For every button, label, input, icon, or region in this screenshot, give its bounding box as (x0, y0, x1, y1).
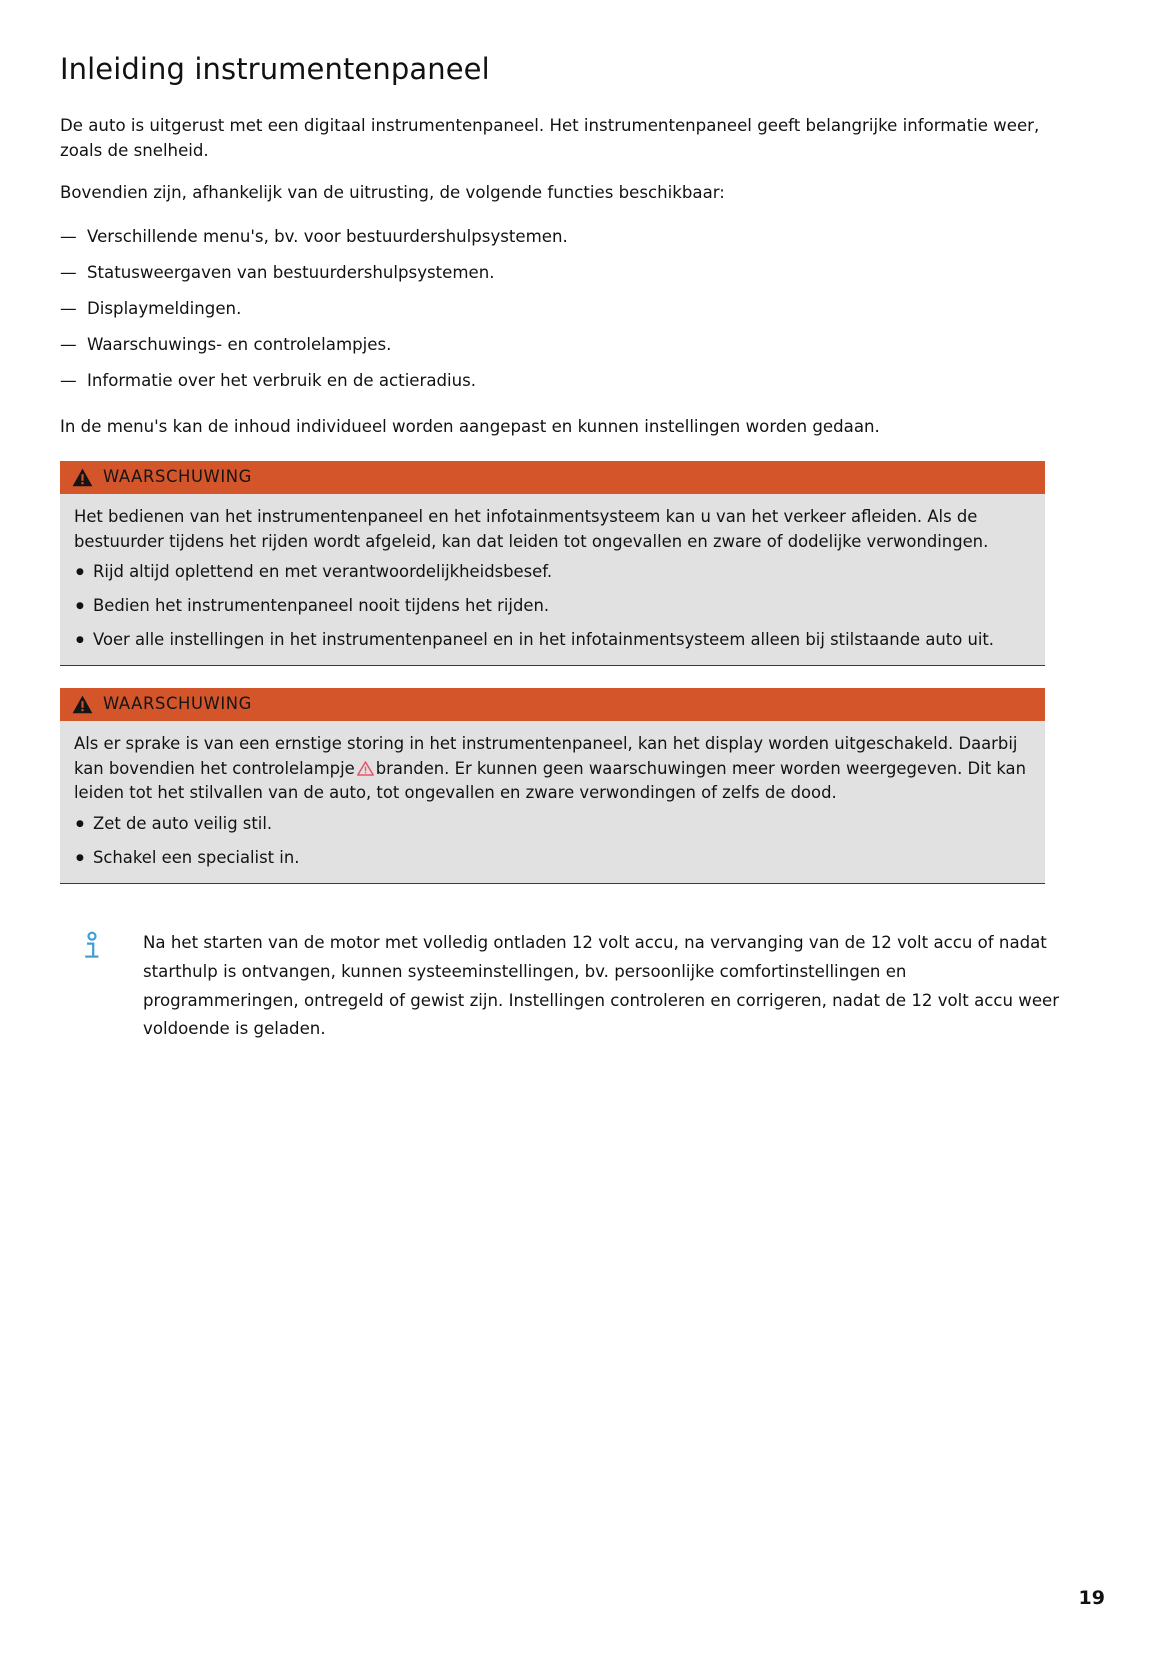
list-item: — Statusweergaven van bestuurdershulpsystemen. (60, 261, 1065, 286)
warning-box-1-bullets (74, 560, 1029, 652)
list-item: ● Schakel een specialist in. (74, 846, 1029, 871)
warning-box-1-text: Het bedienen van het instrumentenpaneel en het infotainmentsysteem kan u van het verkeer afleiden. Als de bestuurder tijdens het rijden wordt afgeleid, kan dat leiden tot ongevallen en zware of dodelijke verwondingen. (74, 507, 989, 551)
page-title: Inleiding instrumentenpaneel (60, 52, 490, 86)
warning-box-2-header (60, 688, 1045, 721)
intro-paragraph-3: In de menu's kan de inhoud individueel worden aangepast en kunnen instellingen worden gedaan. (60, 416, 880, 436)
list-item: ● Zet de auto veilig stil. (74, 812, 1029, 837)
note-box (60, 929, 1065, 1044)
inline-warning-triangle-icon (357, 759, 374, 774)
feature-list (60, 225, 1065, 393)
warning-box-2 (60, 688, 1045, 884)
warning-box-2-text-part-1: Als er sprake is van een ernstige storing in het instrumentenpaneel, kan het display worden uitgeschakeld. Daarbij kan bovendien het controlelampje (74, 734, 1018, 778)
list-item: ● Voer alle instellingen in het instrumentenpaneel en in het infotainmentsysteem alleen bij stilstaande auto uit. (74, 628, 1029, 653)
list-item: ● Rijd altijd oplettend en met verantwoordelijkheidsbesef. (74, 560, 1029, 585)
warning-box-2-text (74, 732, 1029, 806)
warning-box-2-text-part-2: branden. Er kunnen geen waarschuwingen meer worden weergegeven. Dit kan leiden tot het stilvallen van de auto, tot ongevallen en zware verwondingen of zelfs de dood. (74, 758, 1026, 803)
warning-box-2-bullets (74, 812, 1029, 870)
warning-triangle-icon (72, 695, 93, 714)
warning-box-1-label: WAARSCHUWING (103, 467, 252, 487)
warning-box-1-header (60, 461, 1045, 494)
intro-paragraph-2: Bovendien zijn, afhankelijk van de uitrusting, de volgende functies beschikbaar: (60, 183, 725, 203)
warning-triangle-icon (72, 468, 93, 487)
warning-box-2-label: WAARSCHUWING (103, 694, 252, 714)
warning-box-2-body (60, 721, 1045, 884)
list-item: — Waarschuwings- en controlelampjes. (60, 333, 1065, 358)
list-item: ● Bedien het instrumentenpaneel nooit tijdens het rijden. (74, 594, 1029, 619)
intro-paragraph-1: De auto is uitgerust met een digitaal instrumentenpaneel. Het instrumentenpaneel geeft belangrijke informatie weer, zoals de snelheid. (60, 115, 1040, 161)
info-icon (78, 931, 106, 961)
list-item: — Displaymeldingen. (60, 297, 1065, 322)
warning-box-1 (60, 461, 1045, 666)
page-number: 19 (1078, 1587, 1105, 1609)
warning-box-1-body (60, 494, 1045, 666)
list-item: — Verschillende menu's, bv. voor bestuurdershulpsystemen. (60, 225, 1065, 250)
note-text: Na het starten van de motor met volledig ontladen 12 volt accu, na vervanging van de 12 volt accu of nadat starthulp is ontvangen, kunnen systeeminstellingen, bv. persoonlijke comfortinstellingen en programmeringen, ontregeld of gewist zijn. Instellingen controleren en corrigeren, nadat de 12 volt accu weer voldoende is geladen. (143, 933, 1060, 1039)
list-item: — Informatie over het verbruik en de actieradius. (60, 369, 1065, 394)
